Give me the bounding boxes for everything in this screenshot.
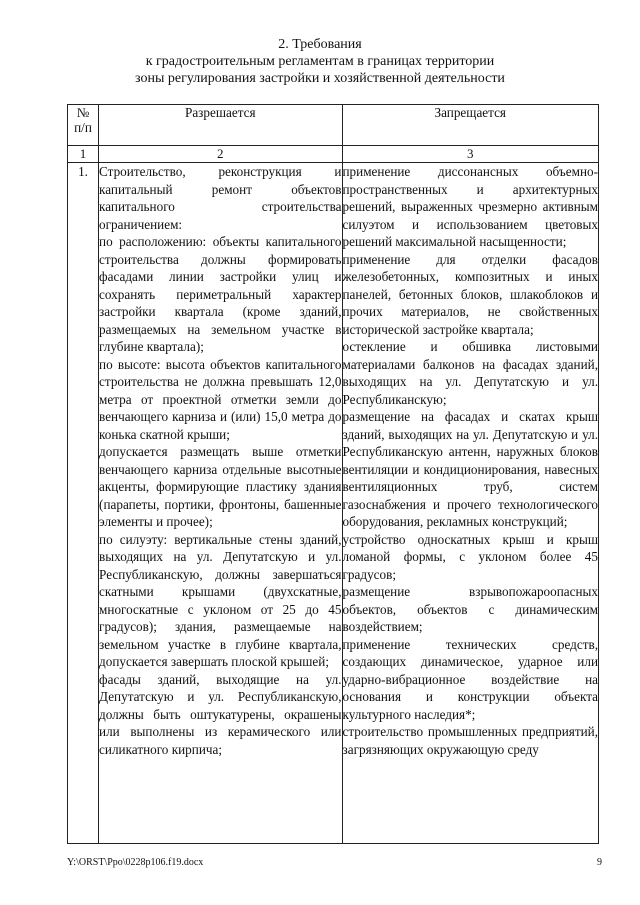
footer-file-path: Y:\ORST\Ppo\0228p106.f19.docx: [67, 857, 204, 868]
table-header-row: [68, 105, 599, 146]
title-line-1: 2. Требования: [278, 37, 362, 52]
forbidden-paragraph: остекление и обшивка листовыми материалами балконов на фасадах зданий, выходящих на ул. Депутатскую и ул. Республиканскую;: [342, 339, 598, 407]
column-number-row: [68, 146, 599, 163]
forbidden-paragraph: применение диссонансных объемно-пространственных и архитектурных решений, выраженных чрезмерно активным силуэтом и использованием цветовых решений максимальной насыщенности;: [342, 164, 598, 249]
row-index: 1.: [68, 163, 99, 844]
forbidden-paragraph: применение для отделки фасадов железобетонных, композитных и иных панелей, бетонных блоков, шлакоблоков и прочих материалов, не свойственных исторической застройке квартала;: [342, 251, 598, 337]
forbidden-paragraph: применение технических средств, создающих динамическое, ударное или ударно-вибрационное воздействие на основания и конструкции объекта культурного наследия*;: [342, 636, 598, 722]
header-number: № п/п: [68, 105, 99, 146]
column-number-3: 3: [342, 146, 599, 163]
allowed-paragraph: по расположению: объекты капитального строительства должны формировать фасадами линии застройки улиц и сохранять периметральный характер застройки квартала (кроме зданий, размещаемых на земельном участке в глубине квартала);: [99, 234, 342, 354]
allowed-paragraph: Строительство, реконструкция и капитальный ремонт объектов капитального строительства ограничением:: [99, 164, 342, 232]
forbidden-paragraph: строительство промышленных предприятий, загрязняющих окружающую среду: [342, 724, 598, 757]
forbidden-paragraph: устройство односкатных крыш и крыш ломаной формы, с уклоном более 45 градусов;: [342, 531, 598, 582]
table-row: [68, 163, 599, 844]
header-forbidden: Запрещается: [342, 105, 599, 146]
requirements-table: [67, 104, 599, 844]
header-allowed: Разрешается: [99, 105, 342, 146]
footer-page-number: 9: [597, 857, 602, 868]
allowed-paragraph: по силуэту: вертикальные стены зданий, выходящих на ул. Депутатскую и ул. Республиканскую, должны завершаться скатными крышами (двухскатные, многоскатные с уклоном от 25 до 45 градусов); здания, размещаемые на земельном участке в глубине квартала, допускается завершать плоской крышей;: [99, 531, 342, 669]
column-number-1: 1: [68, 146, 99, 163]
forbidden-paragraph: размещение взрывопожароопасных объектов, объектов с динамическим воздействием;: [342, 584, 598, 634]
allowed-paragraph: допускается размещать выше отметки венчающего карниза отдельные высотные акценты, формирующие пластику здания (парапеты, портики, фронтоны, башенные элементы и прочее);: [99, 444, 342, 529]
allowed-paragraph: по высоте: высота объектов капитального строительства не должна превышать 12,0 метра от проектной отметки земли до венчающего карниза и (или) 15,0 метра до конька скатной крыши;: [99, 356, 342, 442]
forbidden-cell: [342, 163, 599, 844]
forbidden-paragraph: размещение на фасадах и скатах крыш зданий, выходящих на ул. Депутатскую и ул. Республиканскую антенн, наружных блоков вентиляции и кондиционирования, навесных вентиляционных труб, систем газоснабжения и прочего технологического оборудования, рекламных конструкций;: [342, 409, 598, 529]
allowed-cell: [99, 163, 342, 844]
title-line-3: зоны регулирования застройки и хозяйственной деятельности: [135, 71, 505, 86]
section-title: [0, 36, 640, 87]
column-number-2: 2: [99, 146, 342, 163]
allowed-paragraph: фасады зданий, выходящие на ул. Депутатскую и ул. Республиканскую, должны быть оштукатурены, окрашены или выполнены из керамического или силикатного кирпича;: [99, 671, 342, 757]
title-line-2: к градостроительным регламентам в границах территории: [145, 54, 495, 69]
